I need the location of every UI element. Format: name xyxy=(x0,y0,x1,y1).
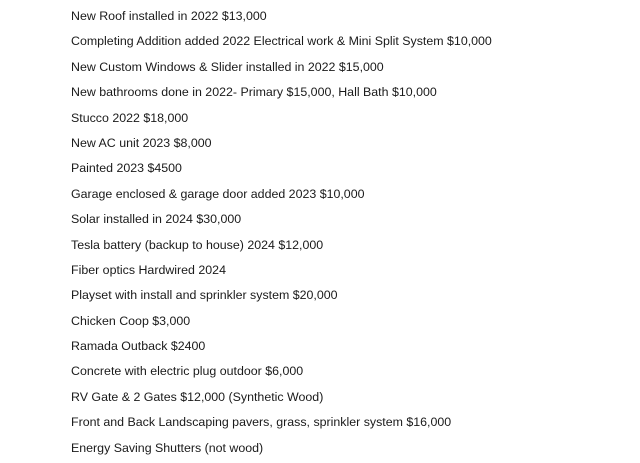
list-item-ac-unit: New AC unit 2023 $8,000 xyxy=(71,135,212,150)
list-item-windows: New Custom Windows & Slider installed in 2022 $15,000 xyxy=(71,59,384,74)
list-item-playset: Playset with install and sprinkler system $20,000 xyxy=(71,288,338,303)
list-item-garage: Garage enclosed & garage door added 2023 $10,000 xyxy=(71,186,365,201)
list-item-painted: Painted 2023 $4500 xyxy=(71,161,182,176)
list-item-ramada: Ramada Outback $2400 xyxy=(71,339,206,354)
list-item-addition: Completing Addition added 2022 Electrical work & Mini Split System $10,000 xyxy=(71,34,492,49)
list-item-bathrooms: New bathrooms done in 2022- Primary $15,000, Hall Bath $10,000 xyxy=(71,85,437,100)
list-item-roof: New Roof installed in 2022 $13,000 xyxy=(71,9,267,23)
list-item-landscaping: Front and Back Landscaping pavers, grass, sprinkler system $16,000 xyxy=(71,415,452,430)
list-item-solar: Solar installed in 2024 $30,000 xyxy=(71,212,242,227)
list-item-fiber-optics: Fiber optics Hardwired 2024 xyxy=(71,262,226,277)
list-item-rv-gate: RV Gate & 2 Gates $12,000 (Synthetic Wood) xyxy=(71,389,324,404)
list-item-tesla-battery: Tesla battery (backup to house) 2024 $12,000 xyxy=(71,237,324,252)
improvements-list xyxy=(71,6,640,463)
list-item-shutters: Energy Saving Shutters (not wood) xyxy=(71,440,264,455)
list-item-stucco: Stucco 2022 $18,000 xyxy=(71,110,189,125)
list-item-chicken-coop: Chicken Coop $3,000 xyxy=(71,313,191,328)
list-item-concrete: Concrete with electric plug outdoor $6,000 xyxy=(71,364,304,379)
